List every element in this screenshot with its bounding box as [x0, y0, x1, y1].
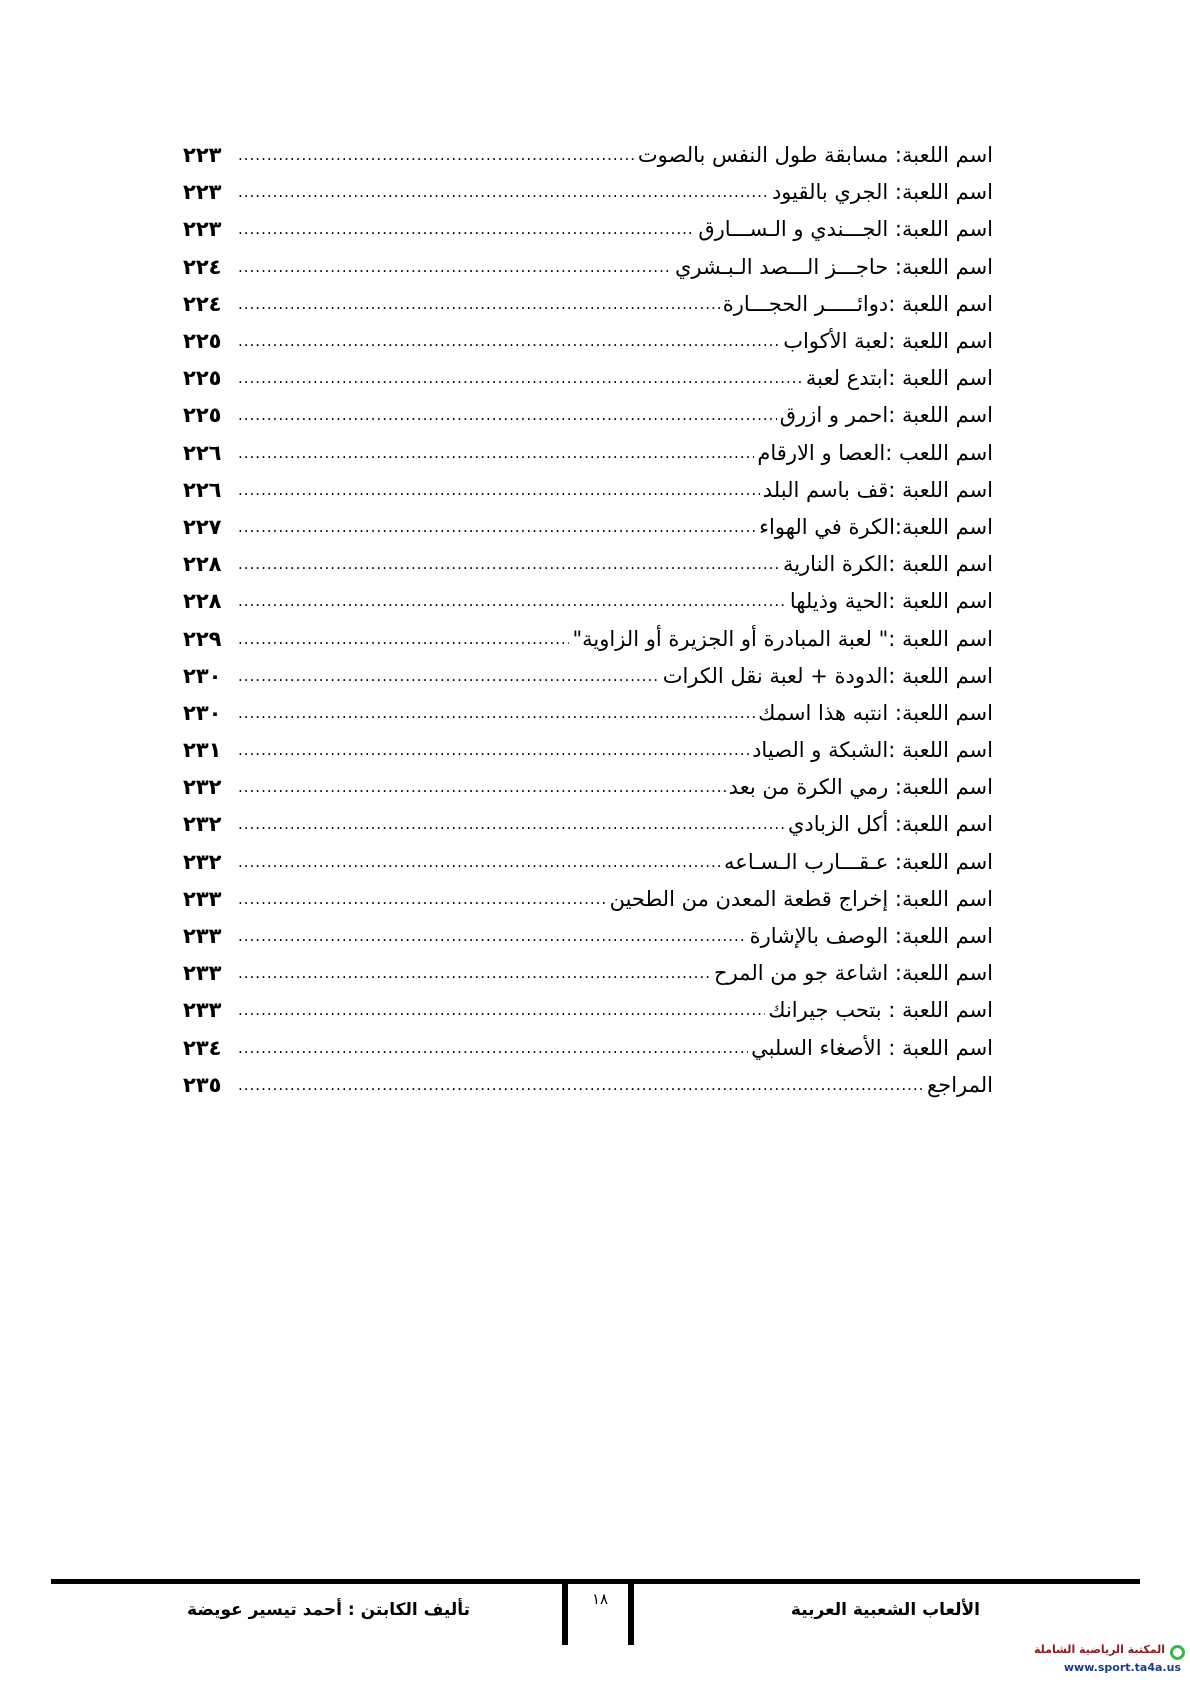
toc-dot-leader [238, 632, 569, 647]
toc-dot-leader [238, 334, 780, 349]
toc-entry-page: ٢٢٤ [183, 254, 222, 279]
toc-entry-page: ٢٣٤ [183, 1035, 222, 1060]
toc-entry-page: ٢٢٦ [183, 477, 222, 502]
toc-entry-title: اسم اللعبة :الشبكة و الصياد [752, 738, 993, 763]
toc-entry-title: اسم اللعبة :الكرة النارية [782, 552, 993, 577]
footer-page-number: ١٨ [591, 1590, 609, 1608]
toc-entry[interactable] [183, 472, 993, 509]
toc-entry-title: اسم اللعبة: عـقـــارب الـسـاعه [724, 849, 993, 874]
toc-entry-page: ٢٢٣ [183, 217, 222, 242]
toc-entry-title: اسم اللعبة :ابتدع لعبة [805, 366, 993, 391]
toc-entry[interactable] [183, 769, 993, 806]
logo-mark-icon [1170, 1645, 1185, 1660]
toc-entry[interactable] [183, 658, 993, 695]
toc-dot-leader [238, 260, 672, 275]
toc-entry-title: اسم اللعبة: الجـــندي و الـســـارق [698, 217, 993, 242]
toc-entry[interactable] [183, 583, 993, 620]
toc-entry-title: اسم اللعبة :قف باسم البلد [762, 477, 993, 502]
toc-entry-page: ٢٢٥ [183, 366, 222, 391]
toc-entry-title: اسم اللعبة: رمي الكرة من بعد [728, 775, 993, 800]
toc-dot-leader [238, 371, 803, 386]
toc-entry[interactable] [183, 918, 993, 955]
toc-entry-title: اسم اللعبة: أكل الزبادي [787, 812, 993, 837]
toc-dot-leader [238, 1041, 748, 1056]
toc-dot-leader [238, 966, 711, 981]
toc-entry[interactable] [183, 249, 993, 286]
toc-dot-leader [238, 408, 777, 423]
toc-entry-title: اسم اللعبة :دوائـــــر الحجـــارة [722, 291, 993, 316]
toc-dot-leader [238, 1078, 924, 1093]
toc-dot-leader [238, 483, 760, 498]
toc-entry[interactable] [183, 211, 993, 248]
toc-entry[interactable] [183, 323, 993, 360]
toc-entry-page: ٢٣٣ [183, 998, 222, 1023]
toc-dot-leader [238, 520, 756, 535]
toc-entry[interactable] [183, 881, 993, 918]
logo-name: المكتبة الرياضية الشاملة [1034, 1643, 1165, 1656]
toc-entry-title: اسم اللعبة: اشاعة جو من المرح [714, 961, 993, 986]
toc-entry-page: ٢٢٩ [183, 626, 222, 651]
toc-entry[interactable] [183, 806, 993, 843]
footer-book-title: الألعاب الشعبية العربية [790, 1600, 980, 1620]
toc-entry-page: ٢٢٤ [183, 291, 222, 316]
toc-entry-page: ٢٢٨ [183, 589, 222, 614]
toc-dot-leader [238, 148, 635, 163]
publisher-logo[interactable] [1034, 1643, 1185, 1679]
toc-dot-leader [238, 222, 695, 237]
toc-entry-page: ٢٢٣ [183, 180, 222, 205]
toc-entry-page: ٢٣٣ [183, 924, 222, 949]
toc-dot-leader [238, 706, 755, 721]
toc-dot-leader [238, 743, 749, 758]
toc-entry-title: اسم اللعبة: الوصف بالإشارة [749, 924, 993, 949]
toc-entry-title: اسم اللعبة:الكرة في الهواء [759, 514, 993, 539]
toc-entry-title: اسم اللعبة :احمر و ازرق [779, 403, 993, 428]
toc-dot-leader [238, 855, 721, 870]
toc-dot-leader [238, 594, 787, 609]
toc-entry[interactable] [183, 992, 993, 1029]
toc-entry-page: ٢٣٥ [183, 1072, 222, 1097]
toc-dot-leader [238, 1003, 765, 1018]
toc-entry[interactable] [183, 286, 993, 323]
toc-entry-title: اسم اللعبة: انتبه هذا اسمك [758, 700, 993, 725]
toc-entry[interactable] [183, 620, 993, 657]
toc-entry[interactable] [183, 732, 993, 769]
toc-entry-page: ٢٣٢ [183, 849, 222, 874]
toc-dot-leader [238, 669, 660, 684]
toc-entry[interactable] [183, 509, 993, 546]
toc-dot-leader [238, 185, 769, 200]
toc-dot-leader [238, 892, 607, 907]
toc-entry-page: ٢٣٣ [183, 961, 222, 986]
toc-dot-leader [238, 297, 720, 312]
toc-entry-title: اسم اللعب :العصا و الارقام [757, 440, 993, 465]
toc-entry-page: ٢٣٢ [183, 775, 222, 800]
footer-author: تأليف الكابتن : أحمد تيسير عويضة [187, 1600, 470, 1620]
toc-entry[interactable] [183, 435, 993, 472]
toc-entry-page: ٢٣١ [183, 738, 222, 763]
toc-dot-leader [238, 557, 780, 572]
toc-entry-title: اسم اللعبة: حاجـــز الـــصد الـبـشري [674, 254, 993, 279]
toc-entry-title: اسم اللعبة :الحية وذيلها [789, 589, 993, 614]
toc-entry[interactable] [183, 844, 993, 881]
toc-entry[interactable] [183, 1030, 993, 1067]
toc-entry-title: اسم اللعبة: مسابقة طول النفس بالصوت [637, 143, 993, 168]
toc-entry[interactable] [183, 137, 993, 174]
toc-entry-page: ٢٢٥ [183, 403, 222, 428]
toc-entry[interactable] [183, 360, 993, 397]
toc-entry-page: ٢٢٥ [183, 329, 222, 354]
toc-entry-title: اسم اللعبة : الأصغاء السلبي [751, 1035, 993, 1060]
toc-entry-title: المراجع [927, 1072, 993, 1097]
toc-entry-page: ٢٢٦ [183, 440, 222, 465]
toc-entry[interactable] [183, 955, 993, 992]
logo-url[interactable]: www.sport.ta4a.us [1063, 1661, 1181, 1674]
footer-divider-left [562, 1582, 568, 1645]
table-of-contents [183, 137, 993, 1104]
toc-entry-title: اسم اللعبة :لعبة الأكواب [783, 329, 993, 354]
toc-entry-title: اسم اللعبة :الدودة + لعبة نقل الكرات [662, 663, 993, 688]
toc-entry-page: ٢٢٧ [183, 514, 222, 539]
toc-entry-page: ٢٣٣ [183, 886, 222, 911]
toc-entry-page: ٢٢٣ [183, 143, 222, 168]
toc-dot-leader [238, 929, 747, 944]
toc-entry-title: اسم اللعبة: الجري بالقيود [771, 180, 993, 205]
toc-entry-page: ٢٣٢ [183, 812, 222, 837]
toc-entry[interactable] [183, 174, 993, 211]
toc-dot-leader [238, 817, 785, 832]
toc-entry-page: ٢٢٨ [183, 552, 222, 577]
toc-entry-page: ٢٣٠ [183, 700, 222, 725]
toc-entry[interactable] [183, 695, 993, 732]
toc-entry-title: اسم اللعبة: إخراج قطعة المعدن من الطحين [609, 886, 993, 911]
toc-dot-leader [238, 446, 754, 461]
toc-dot-leader [238, 780, 726, 795]
toc-entry-title: اسم اللعبة : بتحب جيرانك [768, 998, 993, 1023]
toc-entry[interactable] [183, 546, 993, 583]
toc-entry-page: ٢٣٠ [183, 663, 222, 688]
footer-divider-right [628, 1582, 634, 1645]
footer-rule [51, 1579, 1140, 1584]
toc-entry[interactable] [183, 397, 993, 434]
toc-entry-title: اسم اللعبة :" لعبة المبادرة أو الجزيرة أو الزاوية" [572, 626, 993, 651]
toc-entry[interactable] [183, 1067, 993, 1104]
